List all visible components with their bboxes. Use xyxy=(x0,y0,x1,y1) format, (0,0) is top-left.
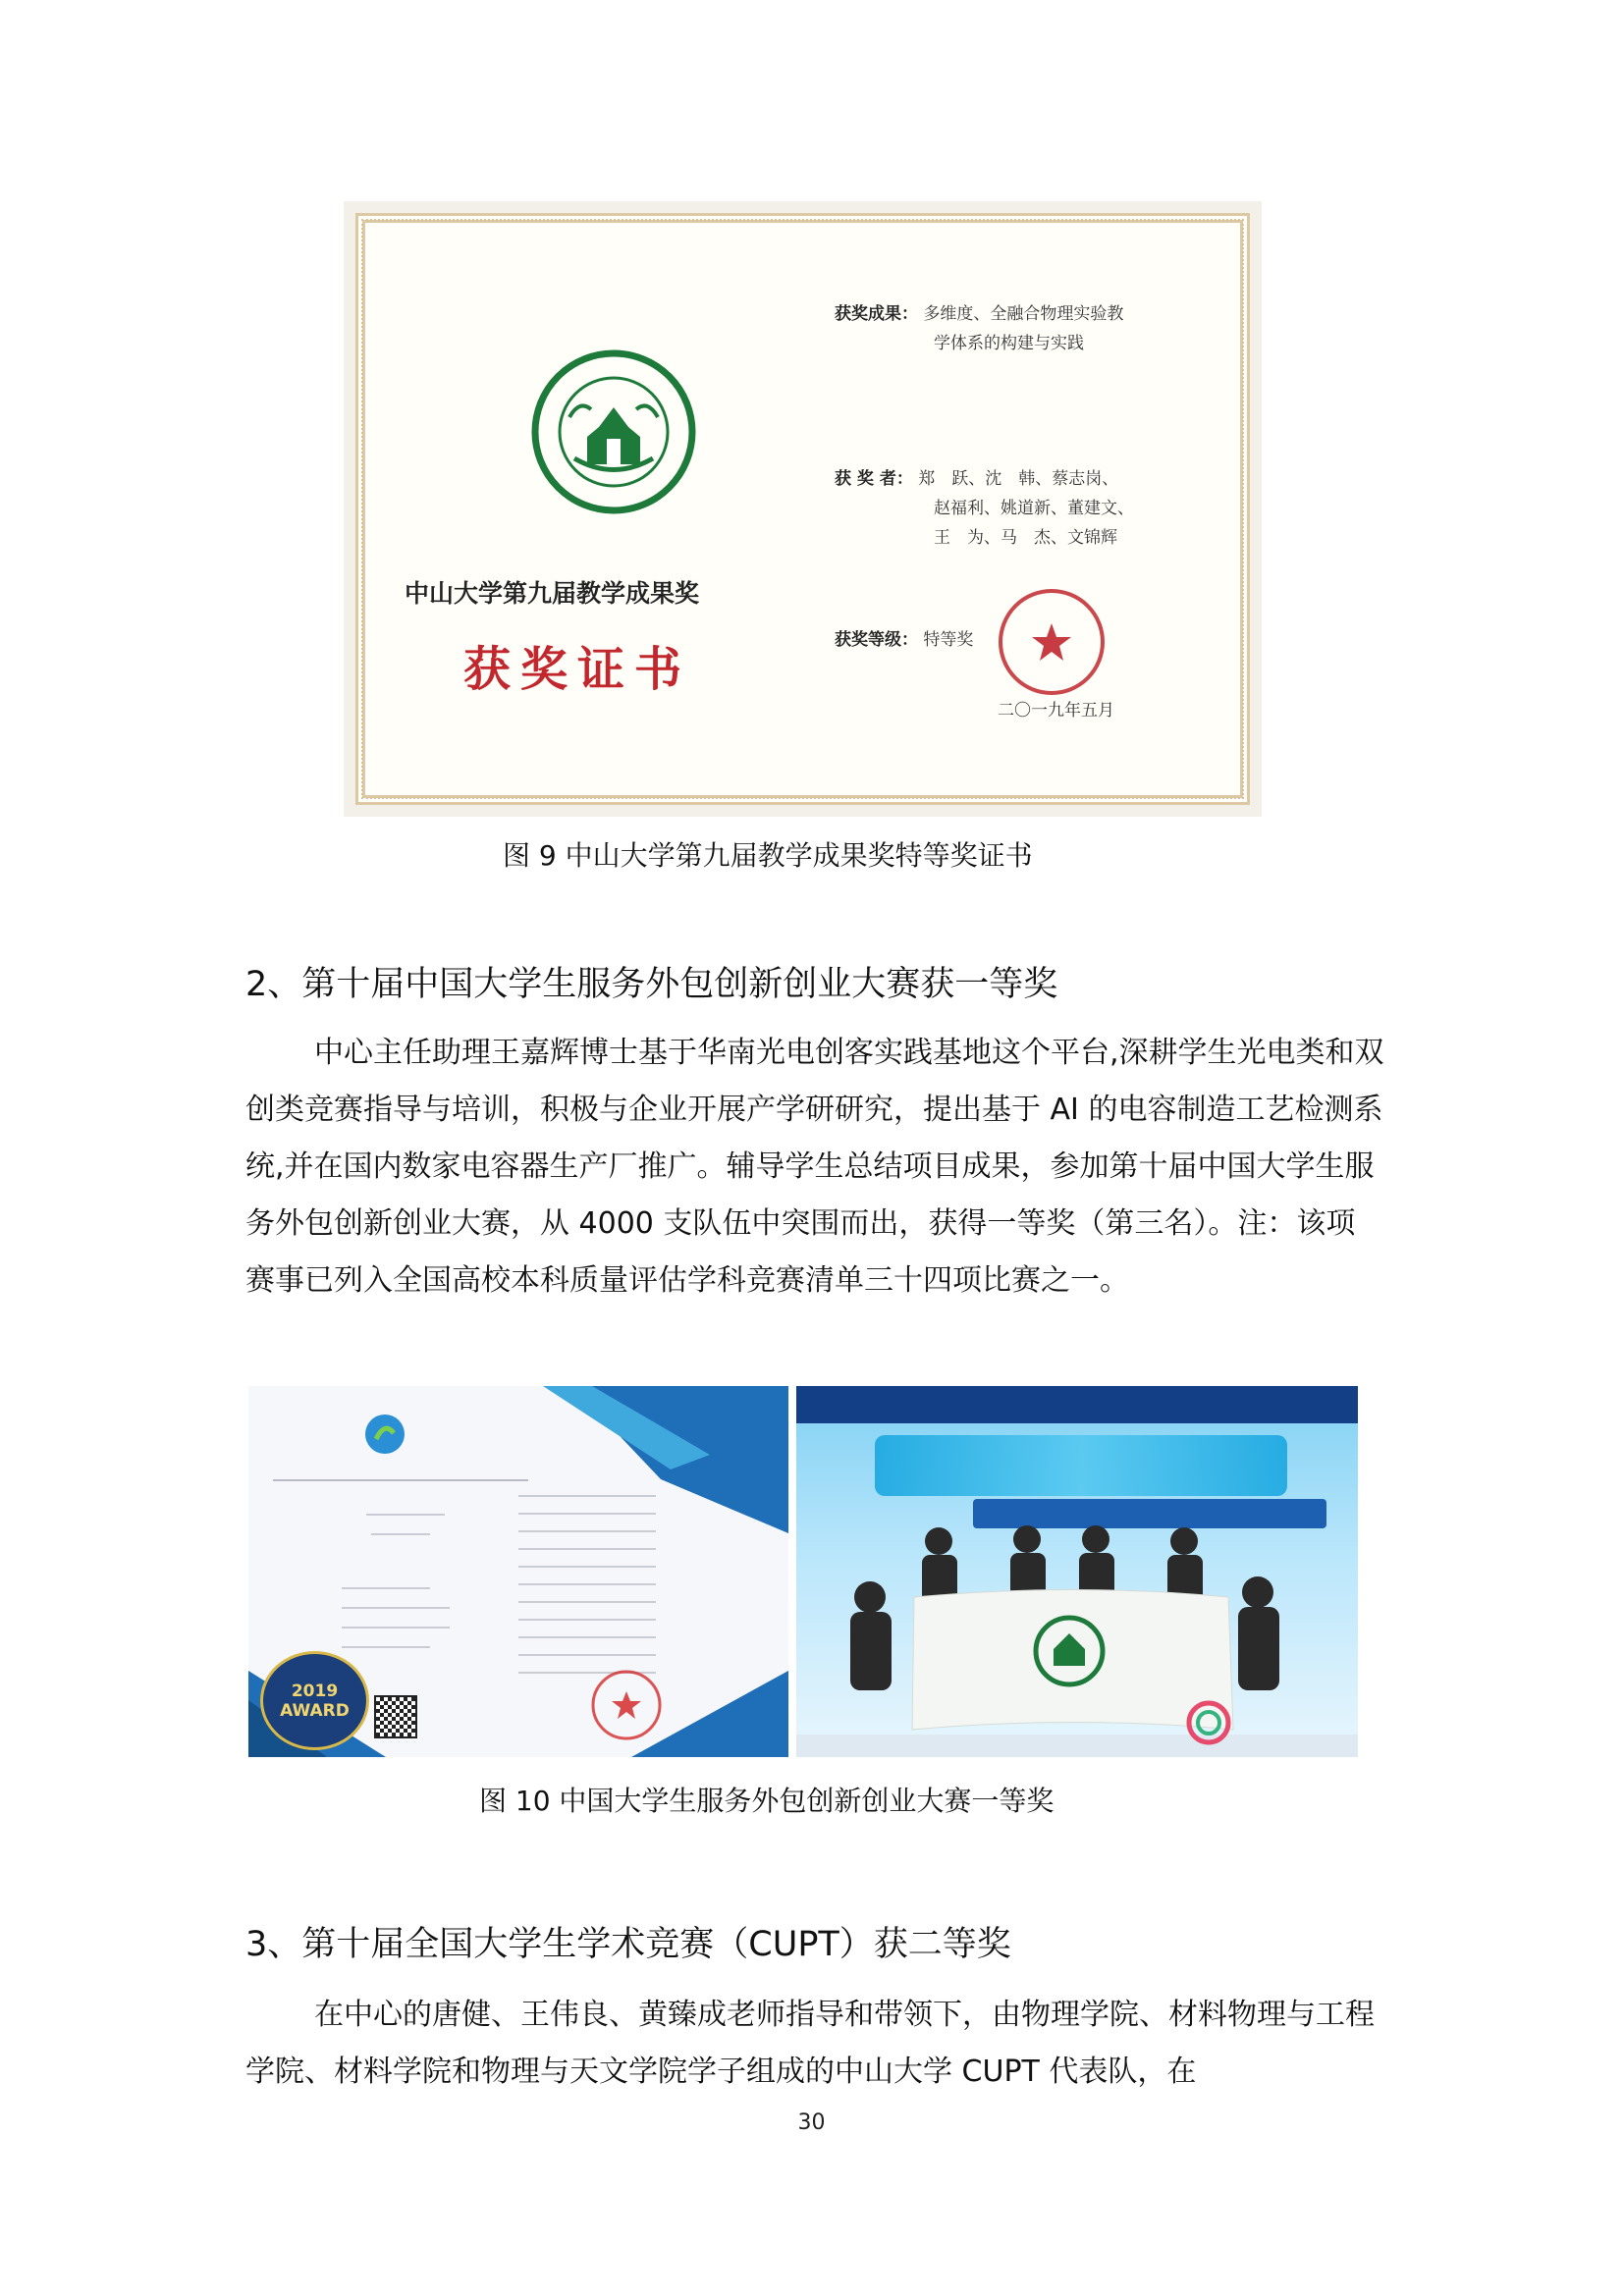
certificate-winners xyxy=(835,464,1134,553)
section3-paragraph-text: 在中心的唐健、王伟良、黄臻成老师指导和带领下，由物理学院、材料物理与工程学院、材料学院和物理与天文学院学子组成的中山大学 CUPT 代表队，在 xyxy=(245,1998,1375,2089)
competition-logo-icon xyxy=(364,1414,406,1455)
achievement-label: 获奖成果： xyxy=(835,304,918,324)
certificate-text-line xyxy=(371,1533,430,1535)
certificate-title: 获奖证书 xyxy=(463,642,692,697)
level-value: 特等奖 xyxy=(923,630,974,650)
certificate-text-line xyxy=(342,1587,430,1589)
certificate-text-line xyxy=(342,1627,450,1629)
figure10-caption: 图 10 中国大学生服务外包创新创业大赛一等奖 xyxy=(479,1785,1055,1817)
winners-line3: 王 为、马 杰、文锦辉 xyxy=(934,528,1117,548)
section2-paragraph xyxy=(245,1025,1384,1309)
qr-code-icon xyxy=(374,1695,417,1738)
section3-paragraph xyxy=(245,1987,1384,2101)
certificate-image xyxy=(344,201,1262,817)
certificate-award-name: 中山大学第九届教学成果奖 xyxy=(405,579,700,608)
certificate-achievement xyxy=(835,299,1123,358)
stamp-icon xyxy=(587,1666,666,1744)
winners-label: 获 奖 者： xyxy=(835,469,913,489)
achievement-line1: 多维度、全融合物理实验教 xyxy=(923,304,1124,324)
certificate-date: 二〇一九年五月 xyxy=(998,701,1114,721)
official-seal-icon xyxy=(994,584,1109,700)
university-emblem-icon xyxy=(530,348,697,515)
certificate-text-line xyxy=(366,1514,445,1516)
figure9-caption: 图 9 中山大学第九届教学成果奖特等奖证书 xyxy=(503,839,1033,872)
section2-paragraph-text: 中心主任助理王嘉辉博士基于华南光电创客实践基地这个平台,深耕学生光电类和双创类竞赛指导与培训，积极与企业开展产学研研究，提出基于 AI 的电容制造工艺检测系统,并在国内数家电容器生产厂推广。辅导学生总结项目成果，参加第十届中国大学生服务外包创新创业大赛，从 4000 支队伍中突围而出，获得一等奖（第三名）。注：该项赛事已列入全国高校本科质量评估学科竞赛清单三十四项比赛之一。 xyxy=(245,1036,1384,1298)
event-banner-top xyxy=(796,1386,1358,1423)
section2-heading: 2、第十届中国大学生服务外包创新创业大赛获一等奖 xyxy=(245,965,1058,1004)
event-slogan-band xyxy=(875,1435,1287,1496)
award-badge: 2019 AWARD xyxy=(260,1651,369,1750)
certificate-text-line xyxy=(342,1646,430,1648)
winners-line1: 郑 跃、沈 韩、蔡志岗、 xyxy=(918,469,1119,489)
certificate-text-line xyxy=(273,1479,528,1481)
page-number: 30 xyxy=(797,2110,826,2135)
level-label: 获奖等级： xyxy=(835,630,918,650)
competition-certificate-image xyxy=(248,1386,788,1757)
team-award-photo xyxy=(796,1386,1358,1757)
achievement-line2: 学体系的构建与实践 xyxy=(934,334,1084,353)
section3-heading: 3、第十届全国大学生学术竞赛（CUPT）获二等奖 xyxy=(245,1925,1011,1964)
certificate-text-line xyxy=(342,1607,450,1609)
winners-line2: 赵福利、姚道新、董建文、 xyxy=(934,499,1134,518)
certificate-member-list xyxy=(518,1479,656,1676)
anniversary-logo-icon xyxy=(1184,1698,1233,1747)
team-members-illustration xyxy=(796,1504,1358,1757)
certificate-level xyxy=(835,625,973,655)
